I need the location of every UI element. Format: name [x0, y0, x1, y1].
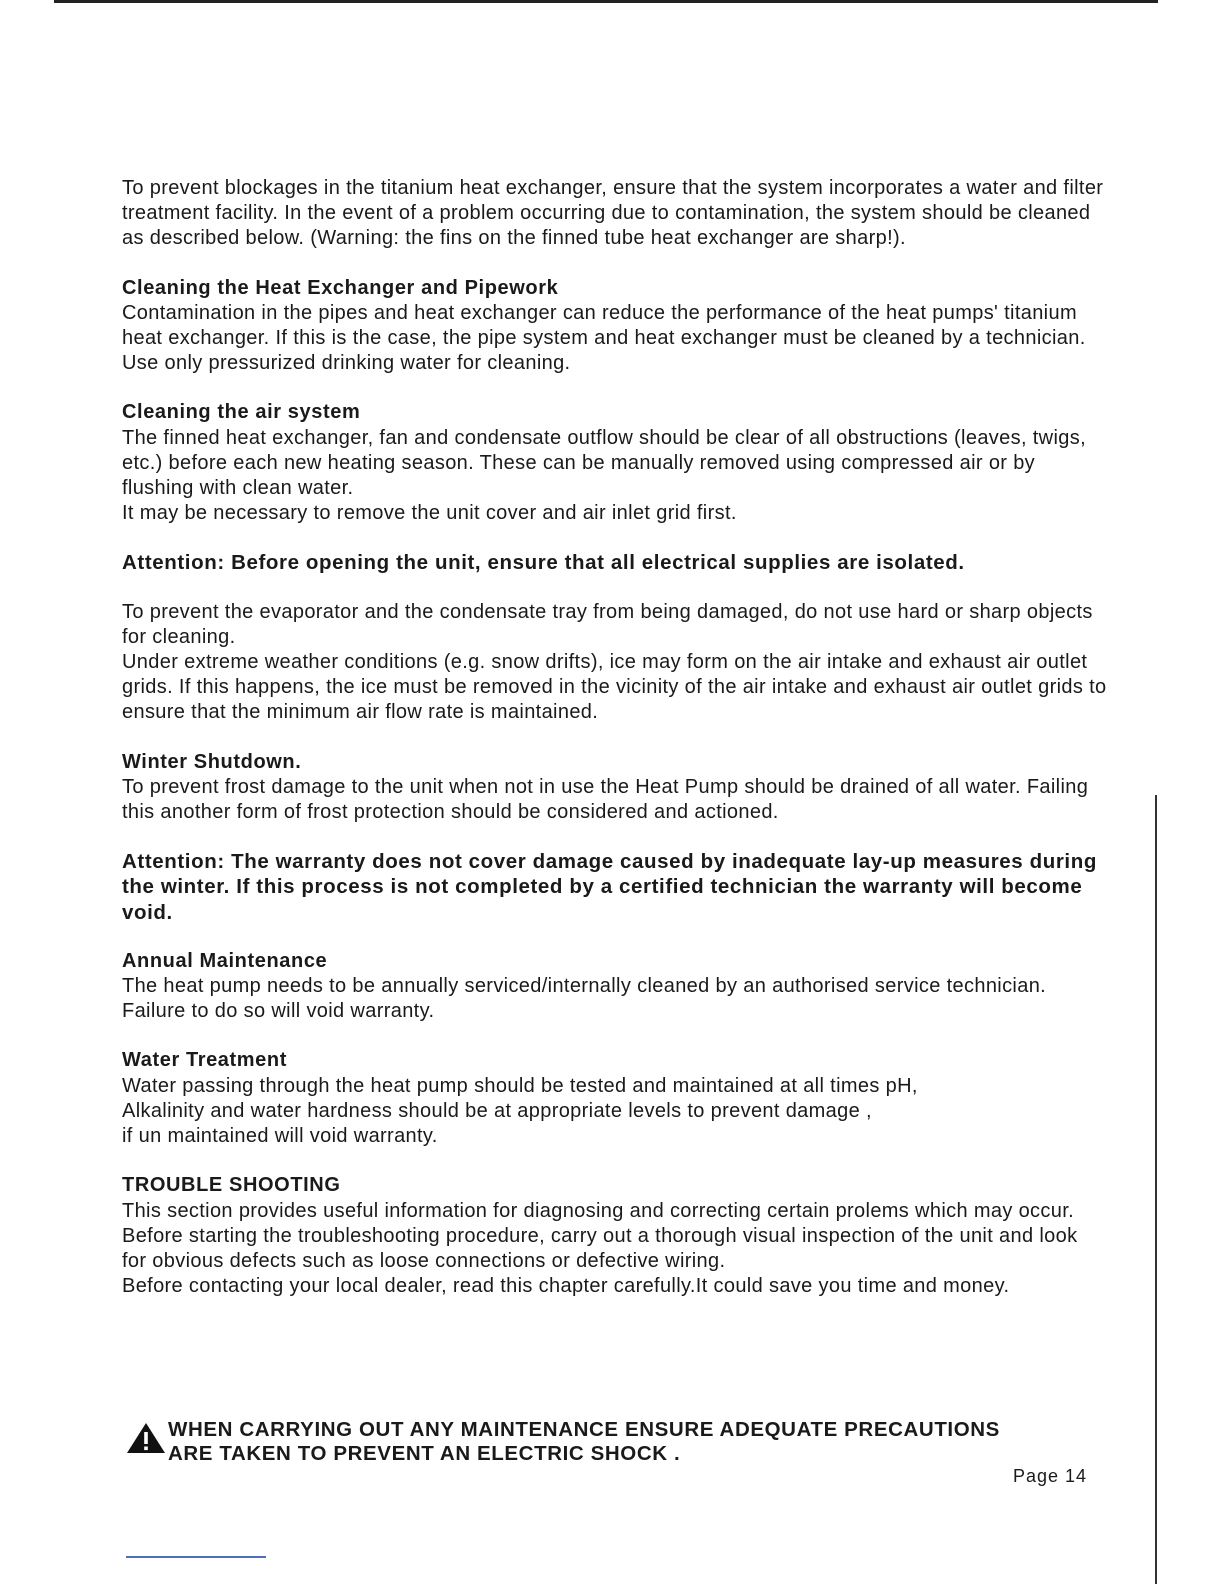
warning-line: ARE TAKEN TO PREVENT AN ELECTRIC SHOCK . — [168, 1442, 681, 1465]
section-text: Contamination in the pipes and heat exchanger can reduce the performance of the heat pumps' titanium heat exchanger. If this is the case, the pipe system and heat exchanger must be cleaned by a technician. — [122, 301, 1086, 350]
top-rule — [54, 0, 1158, 3]
attention-electrical: Attention: Before opening the unit, ensure that all electrical supplies are isolated. — [122, 551, 965, 575]
section-text-line: Alkalinity and water hardness should be at appropriate levels to prevent damage , — [122, 1099, 872, 1122]
section-heading: TROUBLE SHOOTING — [122, 1174, 341, 1197]
section-heading: Water Treatment — [122, 1049, 287, 1072]
section-cleaning-air — [122, 400, 1107, 526]
section-trouble-shooting — [122, 1173, 1107, 1299]
section-text: To prevent the evaporator and the condensate tray from being damaged, do not use hard or sharp objects for cleaning. — [122, 600, 1093, 648]
page-number: Page 14 — [1013, 1466, 1088, 1486]
warning-text — [168, 1418, 1000, 1466]
attention-warranty: Attention: The warranty does not cover damage caused by inadequate lay-up measures during the winter. If this process is not completed by a certified technician the warranty will become void. — [122, 850, 1097, 924]
electric-shock-warning — [126, 1418, 1116, 1466]
section-text-line: Water passing through the heat pump should be tested and maintained at all times pH, — [122, 1074, 918, 1097]
warning-line: WHEN CARRYING OUT ANY MAINTENANCE ENSURE ADEQUATE PRECAUTIONS — [168, 1418, 1000, 1441]
section-winter-shutdown — [122, 750, 1107, 826]
section-water-treatment — [122, 1048, 1107, 1149]
section-cleaning-pipework — [122, 276, 1107, 377]
section-text-line: if un maintained will void warranty. — [122, 1125, 438, 1148]
section-heading: Winter Shutdown. — [122, 750, 302, 773]
section-text: To prevent frost damage to the unit when not in use the Heat Pump should be drained of all water. Failing this another form of frost protection should be considered and actioned. — [122, 775, 1089, 824]
section-text: Use only pressurized drinking water for cleaning. — [122, 352, 571, 375]
section-text: This section provides useful information for diagnosing and correcting certain prolems which may occur. Before starting the troubleshooting procedure, carry out a thorough visual inspection of the unit and look for obvious defects such as loose connections or defective wiring. — [122, 1199, 1078, 1272]
intro-paragraph: To prevent blockages in the titanium heat exchanger, ensure that the system incorporates a water and filter treatment facility. In the event of a problem occurring due to contamination, the system should be cleaned as described below. (Warning: the fins on the finned tube heat exchanger are sharp!). — [122, 177, 1104, 250]
right-margin-rule — [1155, 795, 1157, 1584]
section-heading: Cleaning the air system — [122, 401, 361, 424]
section-text: The finned heat exchanger, fan and condensate outflow should be clear of all obstructions (leaves, twigs, etc.) before each new heating season. These can be manually removed using compressed air or by flushing with clean water. — [122, 426, 1086, 500]
section-text: Under extreme weather conditions (e.g. snow drifts), ice may form on the air intake and exhaust air outlet grids. If this happens, the ice must be removed in the vicinity of the air intake and exhaust air outlet grids to ensure that the minimum air flow rate is maintained. — [122, 651, 1107, 724]
section-heading: Cleaning the Heat Exchanger and Pipework — [122, 276, 559, 299]
section-annual-maintenance — [122, 949, 1107, 1025]
section-text: Before contacting your local dealer, read this chapter carefully.It could save you time and money. — [122, 1275, 1010, 1298]
section-evaporator — [122, 600, 1107, 726]
page-content — [122, 176, 1107, 1299]
section-heading: Annual Maintenance — [122, 949, 328, 972]
section-text: It may be necessary to remove the unit cover and air inlet grid first. — [122, 502, 737, 525]
bottom-blue-line — [126, 1556, 266, 1558]
section-text: The heat pump needs to be annually serviced/internally cleaned by an authorised service technician. Failure to do so will void warranty. — [122, 975, 1047, 1023]
warning-triangle-icon — [126, 1422, 166, 1454]
